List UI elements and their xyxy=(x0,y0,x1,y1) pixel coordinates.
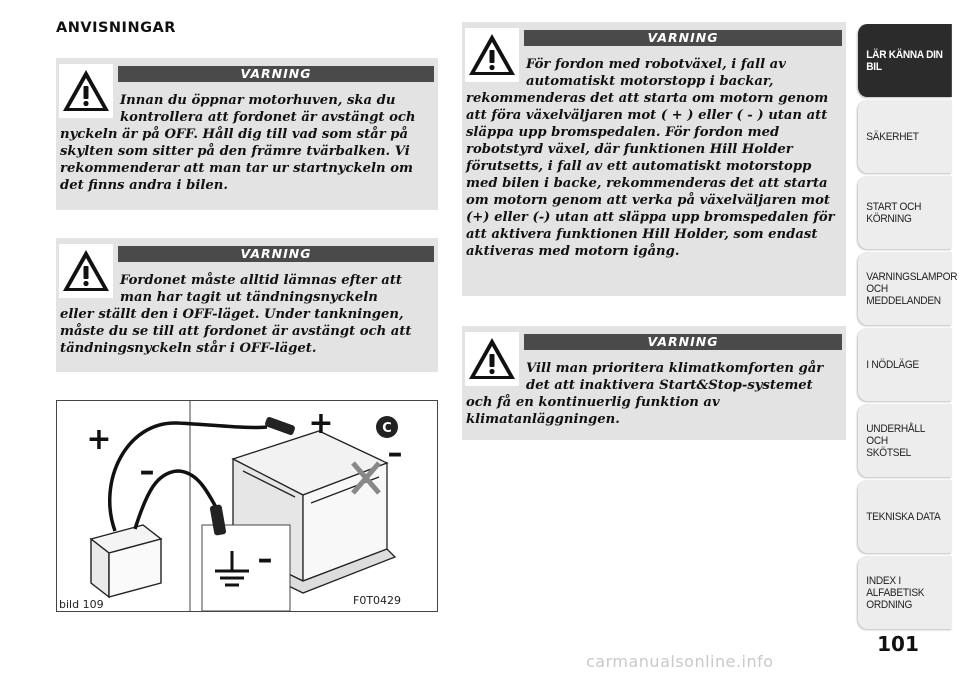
figure-caption: bild 109 xyxy=(59,598,104,611)
auxiliary-battery xyxy=(91,525,161,597)
minus-sign-right: – xyxy=(387,436,403,471)
plus-sign-left: + xyxy=(86,422,112,457)
warning-text xyxy=(60,92,434,194)
tab-lar-kanna-din-bil[interactable]: LÄR KÄNNA DIN BIL xyxy=(858,24,952,97)
warning-text-first: Innan du öppnar motorhuven, ska du kontrollera att fordonet är avstängt och xyxy=(120,93,416,125)
ground-box xyxy=(202,525,290,611)
warning-text-rest: och få en kontinuerlig funktion av klimatanläggningen. xyxy=(466,395,720,427)
warning-text-rest: nyckeln är på OFF. Håll dig till vad som står på skylten som sitter på den främre tvärbalken. Vi rekommenderar att man tar ur startnyckeln om det finns andra i bilen. xyxy=(60,127,413,193)
tab-sakerhet[interactable]: SÄKERHET xyxy=(858,100,952,173)
warning-box-3 xyxy=(462,22,846,296)
warning-text xyxy=(466,56,842,260)
warning-text xyxy=(466,360,842,428)
tab-underhall-och-skotsel[interactable]: UNDERHÅLL OCH SKÖTSEL xyxy=(858,404,952,477)
warning-text xyxy=(60,272,434,357)
warning-text-first: Fordonet måste alltid lämnas efter att man har tagit ut tändningsnyckeln xyxy=(120,273,403,305)
plus-sign-right: + xyxy=(308,406,334,441)
warning-label: VARNING xyxy=(524,334,842,350)
minus-sign-ground: – xyxy=(257,542,273,577)
tab-index[interactable]: INDEX I ALFABETISK ORDNING xyxy=(858,556,952,629)
page-number: 101 xyxy=(877,632,919,656)
positive-clamp xyxy=(264,416,296,436)
warning-text-first: Vill man prioritera klimatkomforten går det att inaktivera Start&Stop-systemet xyxy=(526,361,824,393)
tab-tekniska-data[interactable]: TEKNISKA DATA xyxy=(858,480,952,553)
tab-start-och-korning[interactable]: START OCH KÖRNING xyxy=(858,176,952,249)
minus-sign-left: – xyxy=(139,454,155,489)
figure-code: F0T0429 xyxy=(353,594,402,607)
warning-label: VARNING xyxy=(118,246,434,262)
marker-c-label: C xyxy=(382,421,392,436)
warning-box-1 xyxy=(56,58,438,210)
battery-figure xyxy=(56,400,438,612)
watermark: carmanualsonline.info xyxy=(586,652,774,671)
warning-box-2 xyxy=(56,238,438,372)
battery-illustration xyxy=(57,401,437,611)
warning-label: VARNING xyxy=(118,66,434,82)
tab-varningslampor[interactable]: VARNINGSLAMPOR OCH MEDDELANDEN xyxy=(858,252,952,325)
warning-text-first: För fordon med robotväxel, i fall av automatiskt motorstopp i backar, xyxy=(526,57,786,89)
warning-label: VARNING xyxy=(524,30,842,46)
warning-text-rest: eller ställt den i OFF-läget. Under tankningen, måste du se till att fordonet är avstängt och att tändningsnyckeln står i OFF-läget. xyxy=(60,307,412,356)
warning-text-rest: rekommenderas det att starta om motorn genom att föra växelväljaren mot ( + ) eller ( - ) utan att släppa upp bromspedalen. För fordon med robotstyrd växel, där funktionen Hill Holder förutsetts, i fall av ett automatiskt motorstopp med bilen i backe, rekommenderas det att starta om motorn genom att verka på växelväljaren mot (+) eller (-) utan att släppa upp bromspedalen för att aktivera funktionen Hill Holder, som endast aktiveras med motorn igång. xyxy=(466,91,835,259)
warning-box-4 xyxy=(462,326,846,440)
tab-i-nodlage[interactable]: I NÖDLÄGE xyxy=(858,328,952,401)
section-heading: ANVISNINGAR xyxy=(56,20,176,36)
